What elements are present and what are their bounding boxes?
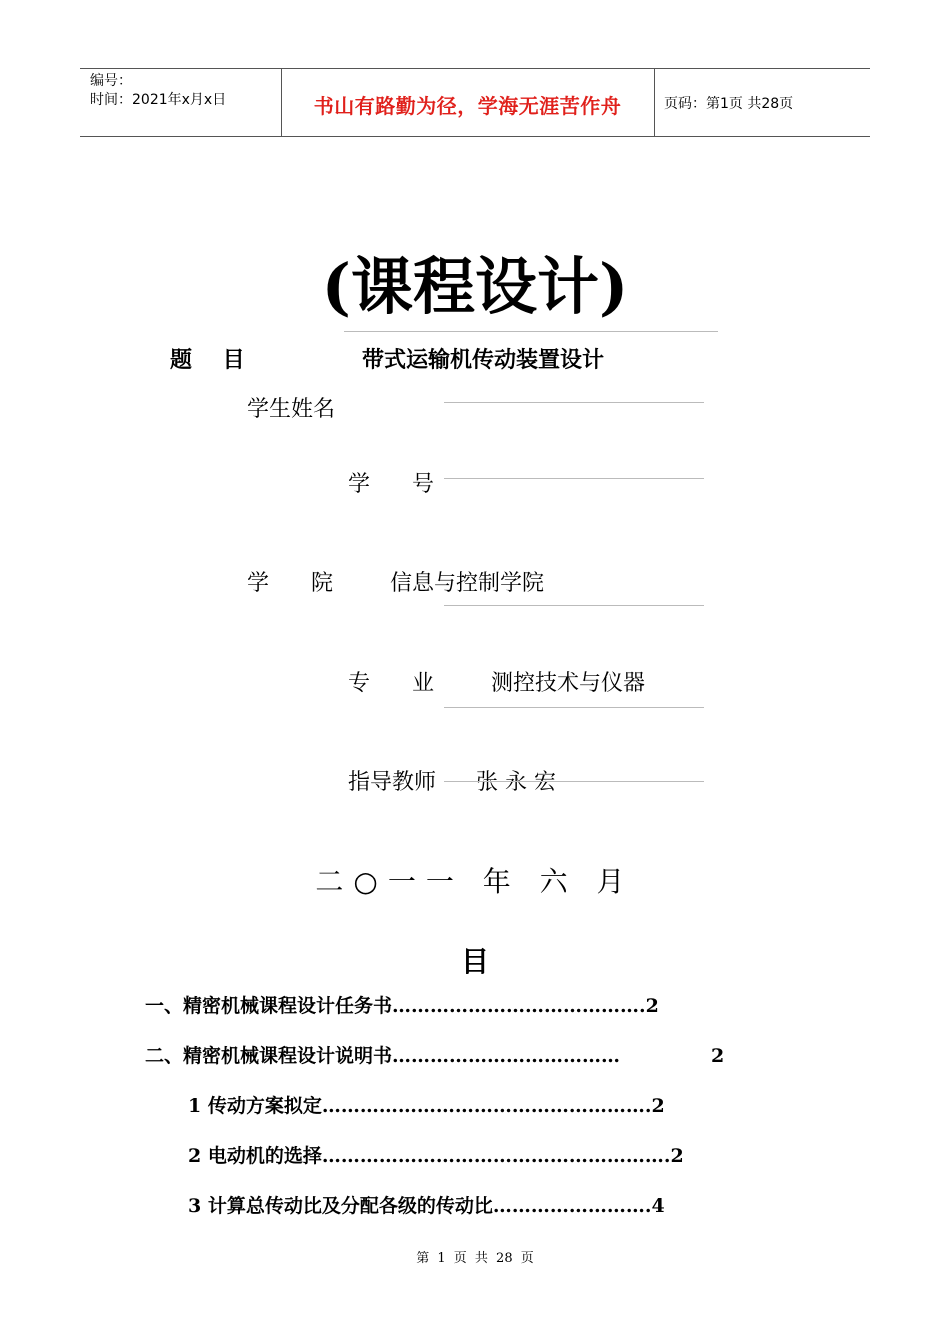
major-label: 专 业 bbox=[348, 671, 434, 696]
header-motto: 书山有路勤为径，学海无涯苦作舟 bbox=[313, 94, 622, 118]
header-bottom-rule bbox=[80, 136, 870, 137]
title-underline bbox=[344, 331, 718, 332]
header-page-info: 页码：第1页 共28页 bbox=[664, 96, 794, 112]
date-line: 二○一一 年 六 月 bbox=[315, 865, 635, 898]
college-line bbox=[444, 605, 704, 606]
toc-item-page: 2 bbox=[711, 1045, 725, 1067]
toc-item[interactable] bbox=[188, 1093, 665, 1119]
advisor-line bbox=[444, 781, 704, 782]
toc-item[interactable] bbox=[145, 1043, 620, 1069]
toc-item-text: 二、精密机械课程设计说明书 bbox=[145, 1045, 393, 1067]
toc-item-page: .2 bbox=[639, 995, 659, 1017]
page-title: (课程设计) bbox=[321, 250, 629, 323]
header-divider-2 bbox=[654, 68, 655, 136]
student-name-label: 学生姓名 bbox=[247, 397, 336, 422]
student-id-line bbox=[444, 478, 704, 479]
toc-item-page: …….4 bbox=[606, 1195, 665, 1217]
toc-item-dots: ……………… bbox=[492, 1195, 607, 1217]
header-number-label: 编号： bbox=[90, 73, 132, 89]
student-id-label: 学 号 bbox=[348, 472, 434, 497]
toc-item-page: .2 bbox=[644, 1095, 665, 1117]
toc-item-text: 一、精密机械课程设计任务书 bbox=[145, 995, 393, 1017]
toc-item-text: 1 传动方案拟定 bbox=[188, 1095, 322, 1117]
toc-item-text: 2 电动机的选择 bbox=[188, 1145, 322, 1167]
toc-item-dots: …………………………………………… bbox=[321, 1095, 645, 1117]
advisor-label: 指导教师 bbox=[348, 770, 437, 795]
toc-item-dots: ………………………………… bbox=[392, 995, 640, 1017]
topic-label: 题 目 bbox=[170, 347, 245, 373]
student-name-line bbox=[444, 402, 704, 403]
toc-heading: 目 bbox=[460, 945, 489, 978]
major-value: 测控技术与仪器 bbox=[491, 671, 646, 696]
toc-item-text: 3 计算总传动比及分配各级的传动比 bbox=[188, 1195, 493, 1217]
college-label: 学 院 bbox=[247, 571, 333, 596]
toc-item[interactable] bbox=[188, 1193, 665, 1219]
toc-item[interactable] bbox=[188, 1143, 684, 1169]
page-footer: 第 1 页 共 28 页 bbox=[416, 1251, 534, 1266]
toc-item-dots: ………………………………………… bbox=[321, 1145, 626, 1167]
header-time-label: 时间：2021年x月x日 bbox=[90, 92, 227, 108]
toc-item-dots: ……………………………… bbox=[392, 1045, 621, 1067]
advisor-value: 张 永 宏 bbox=[476, 770, 556, 795]
topic-value: 带式运输机传动装置设计 bbox=[362, 347, 605, 373]
toc-item-page: …….2 bbox=[625, 1145, 684, 1167]
header-top-rule bbox=[80, 68, 870, 69]
college-value: 信息与控制学院 bbox=[390, 571, 545, 596]
major-line bbox=[444, 707, 704, 708]
toc-item[interactable] bbox=[145, 993, 659, 1019]
